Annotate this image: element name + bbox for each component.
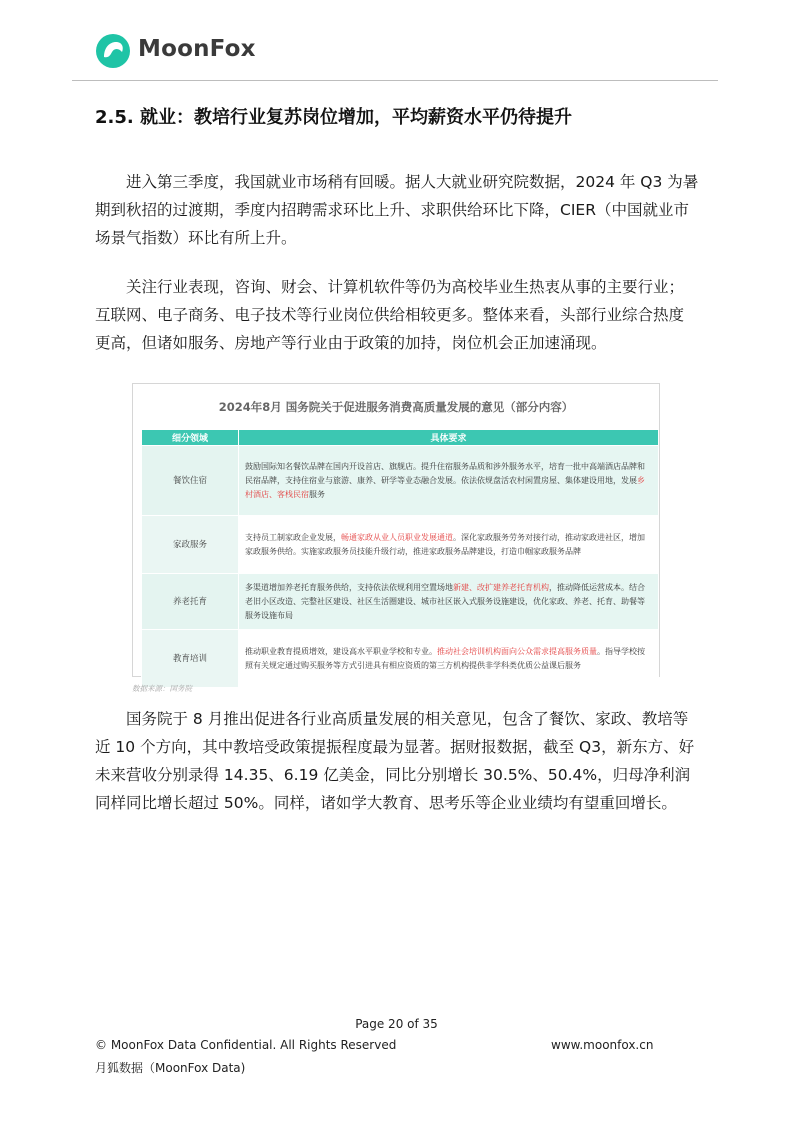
column-header-category: 细分领域 <box>142 430 239 446</box>
column-header-requirements: 具体要求 <box>239 430 659 446</box>
policy-table <box>141 429 659 688</box>
row-requirement <box>239 446 659 516</box>
requirement-highlight: 畅通家政从业人员职业发展通道 <box>341 532 453 542</box>
footer-company: 月狐数据（MoonFox Data) <box>95 1061 246 1075</box>
footer-copyright: © MoonFox Data Confidential. All Rights Reserved <box>95 1038 397 1052</box>
paragraph-1 <box>95 168 699 252</box>
requirement-text: 支持员工制家政企业发展， <box>245 532 341 542</box>
row-requirement <box>239 630 659 688</box>
table-header-row <box>142 430 659 446</box>
row-requirement <box>239 516 659 574</box>
moonfox-logo-icon <box>95 33 131 69</box>
requirement-highlight: 乡村酒店、客栈民宿 <box>245 475 645 499</box>
table-row <box>142 446 659 516</box>
paragraph-2-text: 关注行业表现，咨询、财会、计算机软件等仍为高校毕业生热衷从事的主要行业；互联网、电子商务、电子技术等行业岗位供给相较更多。整体来看，头部行业综合热度更高，但诸如服务、房地产等行业由于政策的加持，岗位机会正加速涌现。 <box>95 278 685 352</box>
requirement-text: 推动职业教育提质增效，建设高水平职业学校和专业。 <box>245 646 437 656</box>
requirement-highlight: 新建、改扩建养老托育机构 <box>453 582 549 592</box>
row-category: 家政服务 <box>142 516 239 574</box>
requirement-text: 多渠道增加养老托育服务供给，支持依法依规利用空置场地 <box>245 582 453 592</box>
row-category: 餐饮住宿 <box>142 446 239 516</box>
requirement-text: 。深化家政服务劳务对接行动，推动家政进社区，增加家政服务供给。实施家政服务员技能升级行动，推进家政服务品牌建设，打造巾帼家政服务品牌 <box>245 532 645 556</box>
requirement-text: 服务 <box>309 489 325 499</box>
footer-website: www.moonfox.cn <box>551 1038 654 1052</box>
table-row <box>142 630 659 688</box>
paragraph-2 <box>95 273 699 357</box>
section-title: 2.5. 就业：教培行业复苏岗位增加，平均薪资水平仍待提升 <box>95 107 572 128</box>
row-category: 教育培训 <box>142 630 239 688</box>
requirement-text: 。指导学校按照有关规定通过购买服务等方式引进具有相应资质的第三方机构提供非学科类优质公益课后服务 <box>245 646 645 670</box>
figure-source: 数据来源：国务院 <box>132 684 192 693</box>
policy-figure <box>132 383 660 677</box>
paragraph-1-text: 进入第三季度，我国就业市场稍有回暖。据人大就业研究院数据，2024 年 Q3 为暑期到秋招的过渡期，季度内招聘需求环比上升、求职供给环比下降，CIER（中国就业市场景气指数）环比有所上升。 <box>95 173 699 247</box>
requirement-highlight: 推动社会培训机构面向公众需求提高服务质量 <box>437 646 597 656</box>
paragraph-3 <box>95 705 699 817</box>
table-row <box>142 516 659 574</box>
page-number: Page 20 of 35 <box>355 1017 438 1031</box>
page-header <box>95 30 718 80</box>
brand-logo-text: MoonFox <box>138 36 256 62</box>
row-requirement <box>239 574 659 630</box>
table-row <box>142 574 659 630</box>
requirement-text: ，推动降低运营成本。结合老旧小区改造、完整社区建设、社区生活圈建设、城市社区嵌入式服务设施建设，优化家政、养老、托育、助餐等服务设施布局 <box>245 582 645 620</box>
header-divider <box>72 80 718 81</box>
requirement-text: 鼓励国际知名餐饮品牌在国内开设首店、旗舰店。提升住宿服务品质和涉外服务水平，培育一批中高端酒店品牌和民宿品牌，支持住宿业与旅游、康养、研学等业态融合发展。依法依规盘活农村闲置房屋、集体建设用地，发展 <box>245 461 645 485</box>
paragraph-3-text: 国务院于 8 月推出促进各行业高质量发展的相关意见，包含了餐饮、家政、教培等近 10 个方向，其中教培受政策提振程度最为显著。据财报数据，截至 Q3，新东方、好未来营收分别录得 14.35、6.19 亿美金，同比分别增长 30.5%、50.4%，归母净利润同样同比增长超过 50%。同样，诸如学大教育、思考乐等企业业绩均有望重回增长。 <box>95 710 695 812</box>
row-category: 养老托育 <box>142 574 239 630</box>
figure-title: 2024年8月 国务院关于促进服务消费高质量发展的意见（部分内容） <box>218 400 574 414</box>
